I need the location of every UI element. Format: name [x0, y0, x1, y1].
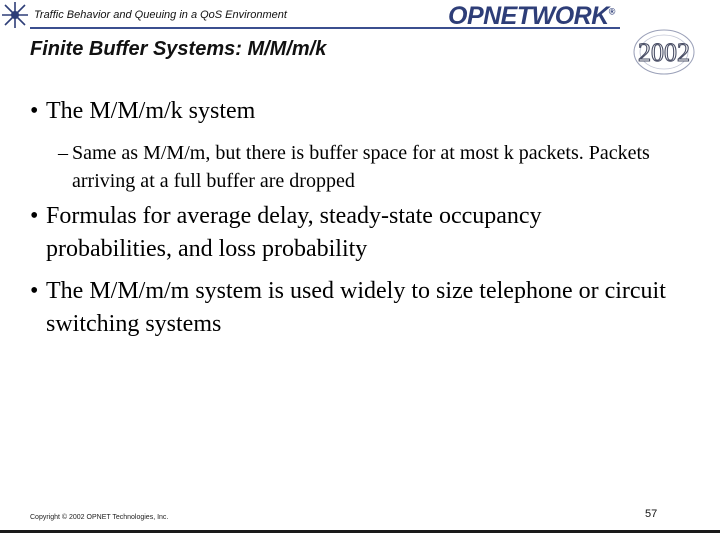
- sub-bullet-text: Same as M/M/m, but there is buffer space for at most k packets. Packets arriving at a full buffer are dropped: [72, 142, 650, 192]
- logo-text: OPNETWORK: [448, 2, 609, 30]
- bullet-text: Formulas for average delay, steady-state occupancy probabilities, and loss probability: [46, 203, 542, 262]
- copyright-notice: Copyright © 2002 OPNET Technologies, Inc.: [30, 514, 169, 521]
- bullet-text: The M/M/m/m system is used widely to size telephone or circuit switching systems: [46, 278, 666, 337]
- course-title: Traffic Behavior and Queuing in a QoS Environment: [34, 9, 287, 21]
- footer-rule: [0, 530, 720, 533]
- bullet-marker: •: [30, 98, 39, 124]
- bullet-item: [30, 275, 670, 341]
- bullet-text: The M/M/m/k system: [46, 98, 256, 124]
- slide-header: [0, 0, 720, 30]
- year-badge-text: 2002: [638, 38, 690, 67]
- year-2002-badge: [630, 26, 698, 78]
- compass-star-icon: [0, 0, 30, 30]
- sub-bullet-item: [58, 139, 658, 195]
- slide-title: Finite Buffer Systems: M/M/m/k: [30, 38, 327, 60]
- registered-mark: ®: [608, 6, 615, 17]
- bullet-item: [30, 200, 670, 266]
- opnetwork-logo: [448, 2, 615, 31]
- bullet-item: [30, 95, 670, 128]
- bullet-marker: •: [30, 203, 39, 229]
- page-number: 57: [645, 508, 658, 520]
- bullet-marker: •: [30, 278, 39, 304]
- sub-bullet-marker: –: [58, 142, 68, 164]
